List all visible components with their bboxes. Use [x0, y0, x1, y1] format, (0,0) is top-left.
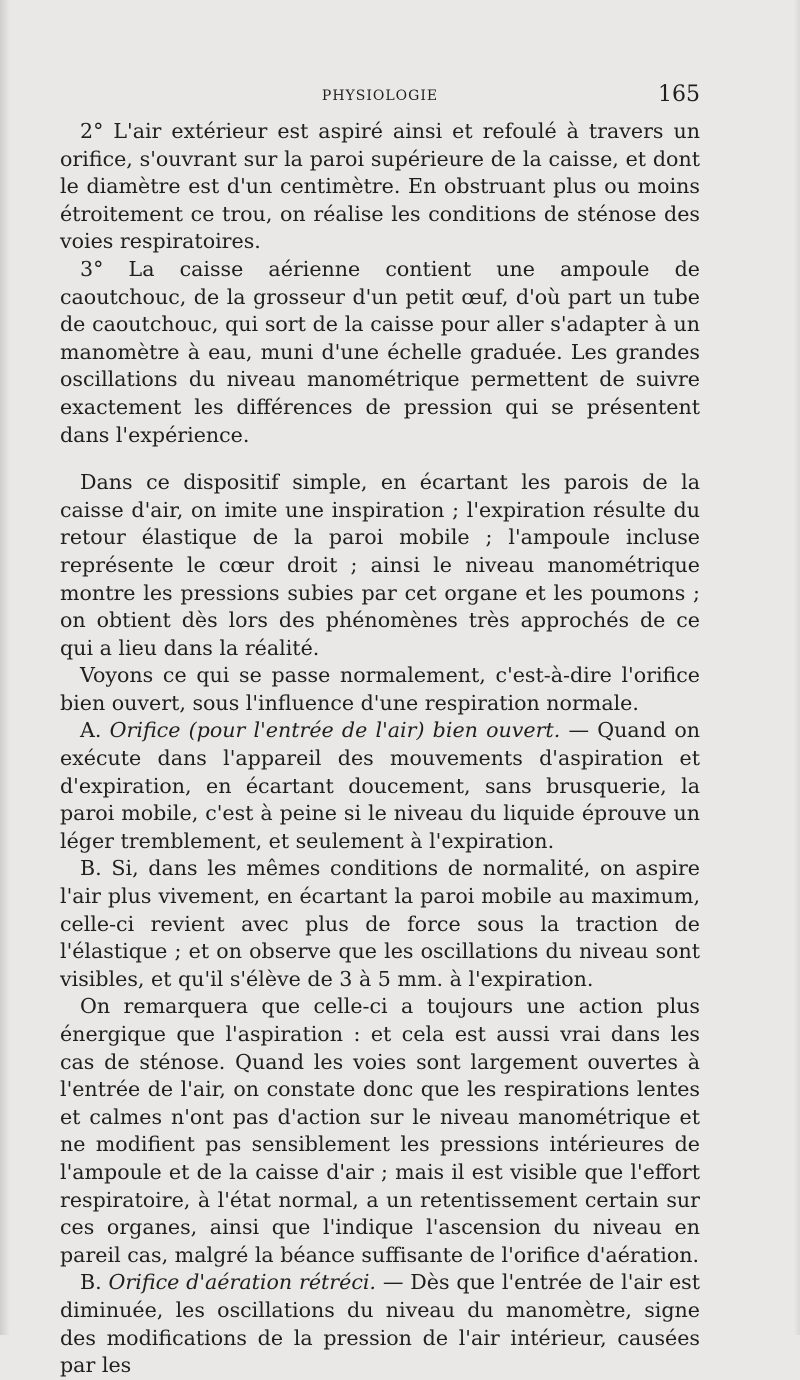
scan-shadow-right [794, 0, 800, 1335]
paragraph-remarque: On remarquera que celle-ci a toujours une action plus énergique que l'aspiration : et cela est aussi vrai dans les cas de sténose. Quand les voies sont largement ouvertes à l'entrée de l'air, on constate donc que les respirations lentes et calmes n'ont pas d'action sur le niveau manométrique et ne modifient pas sensiblement les pressions intérieures de l'ampoule et de la caisse d'air ; mais il est visible que l'effort respiratoire, à l'état normal, a un retentissement certain sur ces organes, ainsi que l'indique l'ascension du niveau en pareil cas, malgré la béance suffisante de l'orifice d'aération. [60, 994, 700, 1267]
section-a-heading: Orifice (pour l'entrée de l'air) bien ouvert. [109, 718, 561, 743]
paragraph-orifice: 2° L'air extérieur est aspiré ainsi et refoulé à travers un orifice, s'ouvrant sur la paroi supérieure de la caisse, et dont le diamètre est d'un centimètre. En obstruant plus ou moins étroitement ce trou, on réalise les conditions de sténose des voies respiratoires. [60, 119, 700, 254]
section-a-text: — Quand on exécute dans l'appareil des mouvements d'aspiration et d'expiration, en écartant doucement, sans brusquerie, la paroi mobile, c'est à peine si le niveau du liquide éprouve un léger tremblement, et seulement à l'expiration. [60, 718, 700, 853]
body-text [60, 118, 700, 1380]
orifice-retreci-text: — Dès que l'entrée de l'air est diminuée, les oscillations du niveau du manomètre, signe des modifications de la pression de l'air intérieur, causées par les [60, 1270, 700, 1378]
paragraph-ampoule: 3° La caisse aérienne contient une ampoule de caoutchouc, de la grosseur d'un petit œuf, d'où part un tube de caoutchouc, qui sort de la caisse pour aller s'adapter à un manomètre à eau, muni d'une échelle graduée. Les grandes oscillations du niveau manométrique permettent de suivre exactement les différences de pression qui se présentent dans l'expérience. [60, 256, 700, 447]
paragraph-section-a [60, 717, 700, 855]
running-title: PHYSIOLOGIE [321, 88, 439, 104]
scan-shadow-left [0, 0, 10, 1335]
paragraph-orifice-retreci [60, 1269, 700, 1379]
orifice-retreci-heading: Orifice d'aération rétréci. [108, 1270, 376, 1295]
paragraph-voyons: Voyons ce qui se passe normalement, c'est-à-dire l'orifice bien ouvert, sous l'influence d'une respiration normale. [60, 663, 700, 715]
paragraph-section-b: B. Si, dans les mêmes conditions de normalité, on aspire l'air plus vivement, en écartant la paroi mobile au maximum, celle-ci revient avec plus de force sous la traction de l'élastique ; et on observe que les oscillations du niveau sont visibles, et qu'il s'élève de 3 à 5 mm. à l'expiration. [60, 856, 700, 991]
page-number: 165 [658, 82, 700, 107]
section-a-label: A. [80, 718, 110, 743]
orifice-retreci-label: B. [80, 1270, 109, 1295]
book-page [60, 82, 700, 1380]
paragraph-dispositif: Dans ce dispositif simple, en écartant les parois de la caisse d'air, on imite une inspiration ; l'expiration résulte du retour élastique de la paroi mobile ; l'ampoule incluse représente le cœur droit ; ainsi le niveau manométrique montre les pressions subies par cet organe et les poumons ; on obtient dès lors des phénomènes très approchés de ce qui a lieu dans la réalité. [60, 470, 700, 660]
running-head [60, 82, 700, 112]
